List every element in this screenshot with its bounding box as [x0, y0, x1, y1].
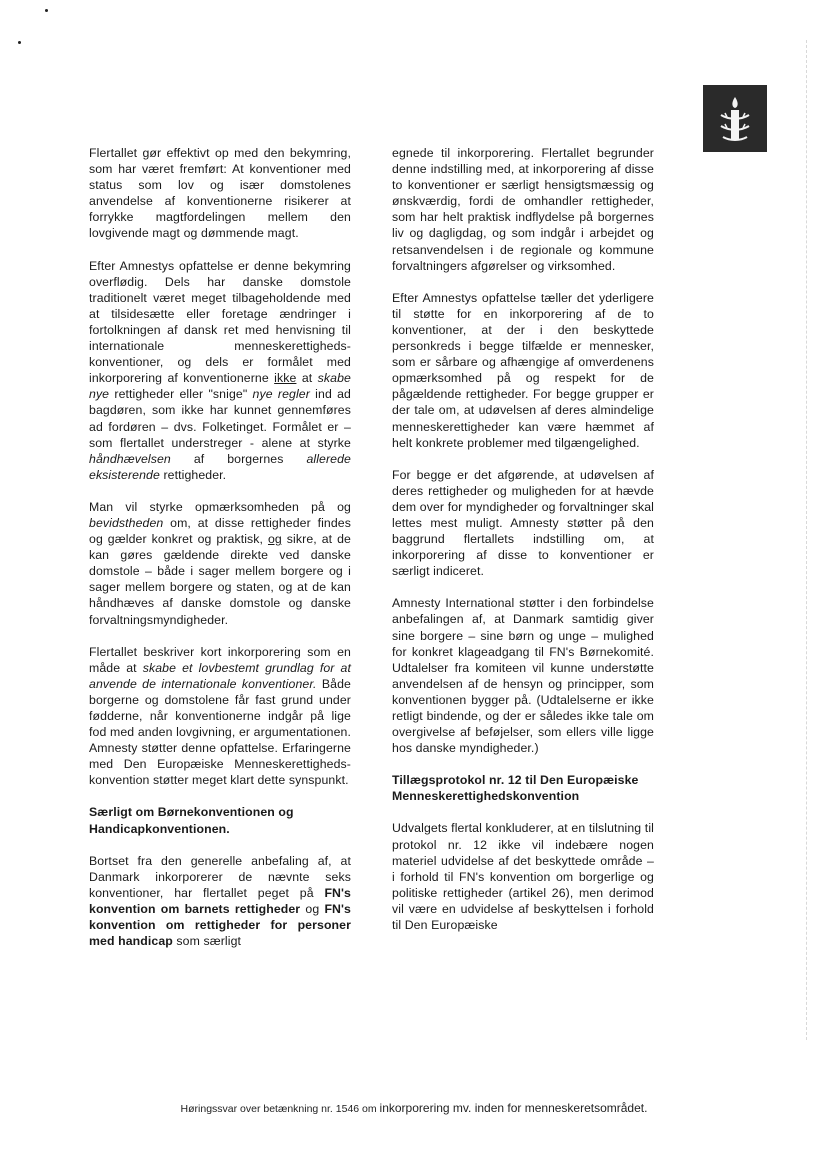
section-heading: Tillægsprotokol nr. 12 til Den Europæiske Menneskerettighedskonvention [392, 773, 639, 804]
paragraph: Bortset fra den generelle anbefaling af, at Danmark inkorporerer de nævnte seks konventioner, har flertallet peget på FN's konvention om barnets rettigheder og FN's konvention om rettigheder for personer med handicap som særligt [89, 853, 351, 949]
paragraph: Flertallet gør effektivt op med den bekymring, som har været fremført: At konventioner med status som lov og især domstolenes anvendelse af konventionerne risikerer at forrykke magtfordelingen mellem den lovgivende magt og dømmende magt. [89, 146, 351, 241]
footer-text: Høringssvar over betænkning nr. 1546 om [180, 1103, 380, 1115]
scan-speck [18, 41, 21, 44]
scan-edge-line [806, 40, 807, 1040]
paragraph: Amnesty International støtter i den forbindelse anbefalingen af, at Danmark samtidig giver sine borgere – sine børn og unge – mulighed for konkret klageadgang til FN's Børnekomité. Udtalelser fra komiteen vil kunne understøtte anvendelsen af de hensyn og principper, som konventionen bygger på. (Udtalelserne er ikke retligt bindende, og der er således ikke tale om overgivelse af beføjelser, som ellers ville ligge hos danske myndigheder.) [392, 596, 654, 756]
scan-speck [45, 9, 48, 12]
footer-text-large: inkorporering mv. inden for menneskeretsområdet. [379, 1101, 648, 1115]
section-heading: Særligt om Børnekonventionen og Handicapkonventionen. [89, 805, 294, 836]
paragraph: Udvalgets flertal konkluderer, at en tilslutning til protokol nr. 12 ikke vil indebære nogen materiel udvidelse af det beskyttede område – i forhold til FN's konvention om borgerlige og politiske rettigheder (artikel 26), men derimod vil være en udvidelse af beskyttelsen i forhold til Den Europæiske [392, 821, 654, 933]
amnesty-logo [703, 85, 767, 152]
paragraph: For begge er det afgørende, at udøvelsen af deres rettigheder og muligheden for at hævde dem over for myndigheder og forvaltninger skal lettes mest muligt. Amnesty støtter på den baggrund flertallets indstilling om, at inkorporering af disse to konventioner er særligt indiceret. [392, 467, 654, 579]
paragraph: Man vil styrke opmærksomheden på og bevidstheden om, at disse rettigheder findes og gælder konkret og praktisk, og sikre, at de kan gøres gældende direkte ved danske domstole – både i sager mellem borgere og i sager mellem borgere og staten, og at de kan håndhæves af danske domstole og danske forvaltningsmyndigheder. [89, 499, 351, 627]
page-footer [60, 1101, 768, 1115]
paragraph: Efter Amnestys opfattelse er denne bekymring overflødig. Dels har danske domstole traditionelt været meget tilbageholdende med at tilsidesætte eller foretage ændringer i fortolkningen af dansk ret med henvisning til internationale menneskerettigheds-konventioner, og dels er formålet med inkorporering af konventionerne ikke at skabe nye rettigheder eller "snige" nye regler ind ad bagdøren, som ikke har kunnet gennemføres ad fordøren – dvs. Folketinget. Formålet er – som flertallet understreger - alene at styrke håndhævelsen af borgernes allerede eksisterende rettigheder. [89, 258, 351, 482]
paragraph: egnede til inkorporering. Flertallet begrunder denne indstilling med, at inkorporering af disse to konventioner er særligt hensigtsmæssig og ønskværdig, fordi de omhandler rettigheder, som har helt praktisk indflydelse på borgernes liv og dagligdag, og som indgår i arbejdet og retsanvendelsen i de regionale og kommune forvaltningers afgørelser og virksomhed. [392, 146, 654, 273]
right-column [392, 145, 654, 949]
left-column [89, 145, 351, 965]
paragraph: Flertallet beskriver kort inkorporering som en måde at skabe et lovbestemt grundlag for at anvende de internationale konventioner. Både borgerne og domstolene får fast grund under fødderne, når konventionerne indgår på lige fod med anden lovgivning, er argumentationen. Amnesty støtter denne opfattelse. Erfaringerne med Den Europæiske Menneskerettigheds-konvention støtter meget klart dette synspunkt. [89, 644, 351, 788]
candle-barbed-wire-icon [715, 93, 755, 145]
paragraph: Efter Amnestys opfattelse tæller det yderligere til støtte for en inkorporering af de to konventioner, at der i den beskyttede personkreds i begge tilfælde er mennesker, som er sårbare og afhængige af omverdenens opmærksomhed på og respekt for de pågældende rettigheder. For begge grupper er der tale om, at udøvelsen af deres almindelige menneskerettigheder kan være hæmmet af helt konkrete problemer med tilgængelighed. [392, 290, 654, 450]
